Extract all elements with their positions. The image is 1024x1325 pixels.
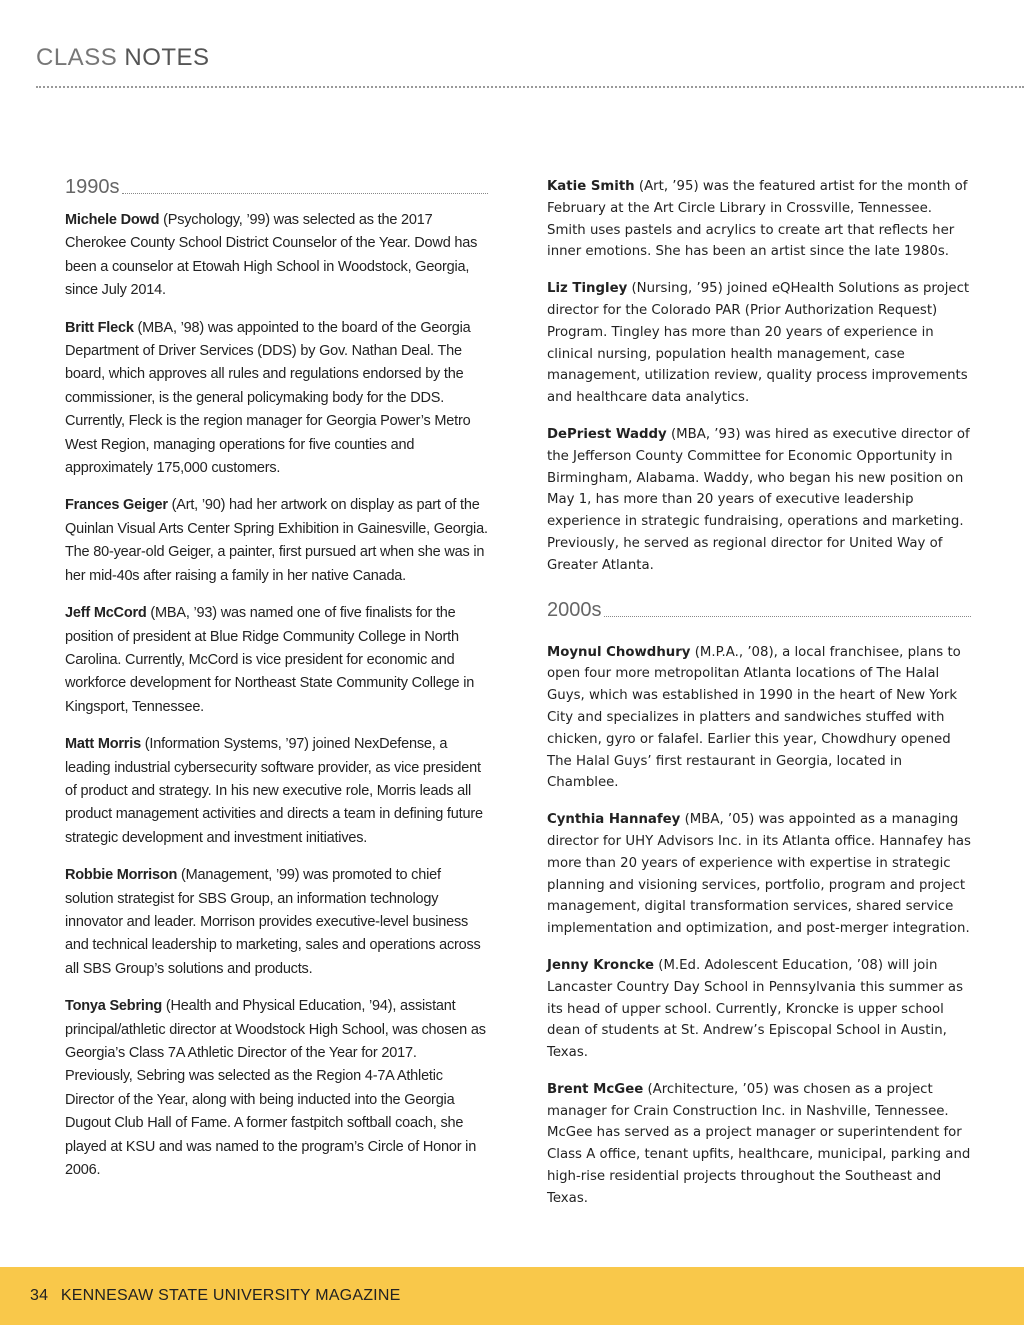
- class-note-entry: [65, 494, 488, 588]
- entry-text: (Management, ’99) was promoted to chief solution strategist for SBS Group, an information technology innovator and leader. Morrison provides executive-level business and technical leadership to marketing, sales and operations across all SBS Group’s solutions and products.: [65, 867, 481, 977]
- alumnus-name: Michele Dowd: [65, 212, 160, 228]
- section-heading-label: 2000s: [547, 598, 602, 621]
- class-note-entry: [65, 864, 488, 981]
- entry-text: (Art, ’95) was the featured artist for the month of February at the Art Circle Library in Crossville, Tennessee. Smith uses pastels and acrylics to create art that reflects her inner emotions. She has been an artist since the late 1980s.: [547, 179, 968, 260]
- class-note-entry: [547, 955, 971, 1064]
- page-number: 34: [30, 1287, 49, 1304]
- alumnus-name: Jeff McCord: [65, 605, 147, 622]
- entry-text: (MBA, ’98) was appointed to the board of the Georgia Department of Driver Services (DDS) by Gov. Nathan Deal. The board, which approves all rules and regulations endorsed by the commissioner, is the general policymaking body for the DDS. Currently, Fleck is the region manager for Georgia Power’s Metro West Region, managing operations for five counties and approximately 175,000 customers.: [65, 319, 471, 477]
- header-divider: [36, 86, 1024, 88]
- right-column: [547, 176, 971, 1225]
- alumnus-name: Frances Geiger: [65, 497, 168, 514]
- class-note-entry: [547, 176, 971, 263]
- class-note-entry: [547, 1079, 971, 1210]
- class-note-entry: [547, 278, 971, 409]
- alumnus-name: Brent McGee: [547, 1081, 644, 1097]
- alumnus-name: Tonya Sebring: [65, 998, 163, 1015]
- class-note-entry: [65, 602, 488, 719]
- class-note-entry: [65, 209, 488, 303]
- entry-text: (Health and Physical Education, ’94), assistant principal/athletic director at Woodstock High School, was chosen as Georgia’s Class 7A Athletic Director of the Year for 2017. Previously, Sebring was selected as the Region 4-7A Athletic Director of the Year, along with being inducted into the Georgia Dugout Club Hall of Fame. A former fastpitch softball coach, she played at KSU and was named to the program’s Circle of Honor in 2006.: [65, 998, 486, 1179]
- footer-band: [0, 1267, 1024, 1325]
- entry-text: (Psychology, ’99) was selected as the 2017 Cherokee County School District Counselor of the Year. Dowd has been a counselor at Etowah High School in Woodstock, Georgia, since July 2014.: [65, 212, 478, 299]
- class-note-entry: [547, 424, 971, 577]
- page-section-title: [36, 44, 210, 72]
- alumnus-name: Moynul Chowdhury: [547, 644, 691, 660]
- class-note-entry: [547, 642, 971, 795]
- entry-text: (M.Ed. Adolescent Education, ’08) will join Lancaster Country Day School in Pennsylvania this summer as its head of upper school. Currently, Kroncke is upper school dean of students at St. Andrew’s Episcopal School in Austin, Texas.: [547, 957, 963, 1061]
- alumnus-name: Matt Morris: [65, 736, 141, 753]
- section-heading-label: 1990s: [65, 176, 120, 198]
- class-note-entry: [65, 995, 488, 1182]
- alumnus-name: Britt Fleck: [65, 319, 134, 336]
- footer-text: [30, 1287, 400, 1305]
- entry-text: (Art, ’90) had her artwork on display as part of the Quinlan Visual Arts Center Spring Exhibition in Gainesville, Georgia. The 80-year-old Geiger, a painter, first pursued art when she was in her mid-40s after raising a family in her native Canada.: [65, 497, 488, 584]
- section-heading-1990s: [65, 176, 488, 199]
- alumnus-name: DePriest Waddy: [547, 426, 667, 442]
- entry-text: (Information Systems, ’97) joined NexDefense, a leading industrial cybersecurity software provider, as vice president of product and strategy. In his new executive role, Morris leads all product management activities and directs a team in defining future strategic development and investment initiatives.: [65, 736, 483, 846]
- section-title-bold: NOTES: [124, 44, 210, 71]
- section-title-light: CLASS: [36, 44, 118, 71]
- alumnus-name: Katie Smith: [547, 179, 635, 194]
- alumnus-name: Cynthia Hannafey: [547, 812, 681, 828]
- alumnus-name: Robbie Morrison: [65, 867, 178, 884]
- heading-dotted-rule: [604, 616, 972, 617]
- entry-text: (MBA, ’93) was hired as executive director of the Jefferson County Committee for Economic Opportunity in Birmingham, Alabama. Waddy, who began his new position on May 1, has more than 20 years of executive leadership experience in strategic fundraising, operations and marketing. Previously, he served as regional director for United Way of Greater Atlanta.: [547, 426, 970, 573]
- alumnus-name: Jenny Kroncke: [547, 957, 655, 973]
- heading-dotted-rule: [122, 193, 489, 194]
- section-heading-2000s: [547, 599, 971, 622]
- publication-title: KENNESAW STATE UNIVERSITY MAGAZINE: [60, 1287, 401, 1304]
- entry-text: (Architecture, ’05) was chosen as a project manager for Crain Construction Inc. in Nashville, Tennessee. McGee has served as a project manager or superintendent for Class A office, tenant upfits, healthcare, municipal, parking and high-rise residential projects throughout the Southeast and Texas.: [547, 1081, 971, 1206]
- entry-text: (M.P.A., ’08), a local franchisee, plans to open four more metropolitan Atlanta locations of The Halal Guys, which was established in 1990 in the heart of New York City and specializes in platters and sandwiches stuffed with chicken, gyro or falafel. Earlier this year, Chowdhury opened The Halal Guys’ first restaurant in Georgia, located in Chamblee.: [547, 644, 961, 791]
- class-note-entry: [547, 809, 971, 940]
- entry-text: (Nursing, ’95) joined eQHealth Solutions as project director for the Colorado PAR (Prior Authorization Request) Program. Tingley has more than 20 years of experience in clinical nursing, population health management, case management, utilization review, quality process improvements and healthcare data analytics.: [547, 281, 970, 406]
- class-note-entry: [65, 733, 488, 850]
- entry-text: (MBA, ’05) was appointed as a managing director for UHY Advisors Inc. in its Atlanta office. Hannafey has more than 20 years of experience with expertise in strategic planning and visioning services, portfolio, program and project management, digital transformation services, shared service implementation and optimization, and post-merger integration.: [547, 812, 971, 937]
- left-column: [65, 176, 488, 1196]
- entry-text: (MBA, ’93) was named one of five finalists for the position of president at Blue Ridge Community College in North Carolina. Currently, McCord is vice president for economic and workforce development for Northeast State Community College in Kingsport, Tennessee.: [65, 605, 475, 715]
- alumnus-name: Liz Tingley: [547, 281, 628, 297]
- class-note-entry: [65, 317, 488, 481]
